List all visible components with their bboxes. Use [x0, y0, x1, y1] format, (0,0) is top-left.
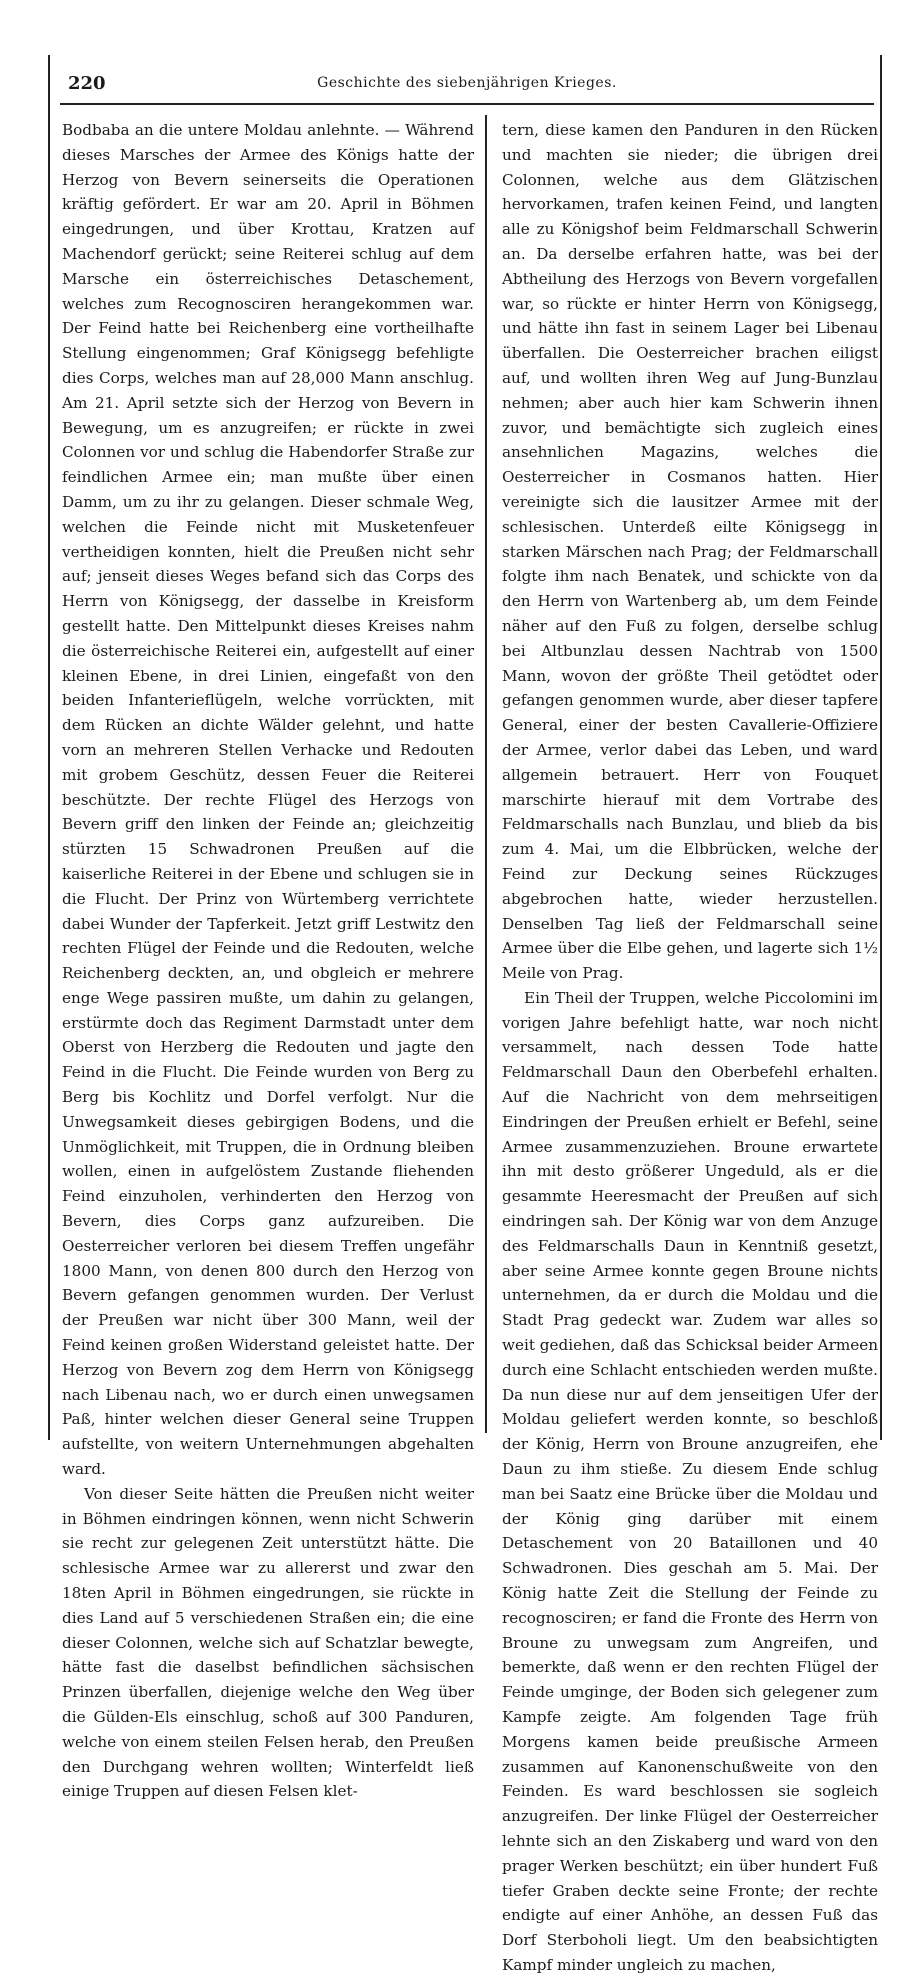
page-header — [60, 73, 874, 105]
right-paragraph-2: Ein Theil der Truppen, welche Piccolomini im vorigen Jahre befehligt hatte, war noch nicht versammelt, nach dessen Tode hatte Feldmarschall Daun den Oberbefehl erhalten. Auf die Nachricht von dem mehrseitigen Eindringen der Preußen erhielt er Befehl, seine Armee zusammenzuziehen. Broune erwartete ihn mit desto größerer Ungeduld, als er die gesammte Heeresmacht der Preußen auf sich eindringen sah. Der König war von dem Anzuge des Feldmarschalls Daun in Kenntniß gesetzt, aber seine Armee konnte gegen Broune nichts unternehmen, da er durch die Moldau und die Stadt Prag gedeckt war. Zudem war alles so weit gediehen, daß das Schicksal beider Armeen durch eine Schlacht entschieden werden mußte. Da nun diese nur auf dem jenseitigen Ufer der Moldau geliefert werden konnte, so beschloß der König, Herrn von Broune anzugreifen, ehe Daun zu ihm stieße. Zu diesem Ende schlug man bei Saatz eine Brücke über die Moldau und der König ging darüber mit einem Detaschement von 20 Bataillonen und 40 Schwadronen. Dies geschah am 5. Mai. Der König hatte Zeit die Stellung der Feinde zu recognosciren; er fand die Fronte des Herrn von Broune zu unwegsam zum Angreifen, und bemerkte, daß wenn er den rechten Flügel der Feinde umginge, der Boden sich gelegener zum Kampfe zeigte. Am folgenden Tage früh Morgens kamen beide preußische Armeen zusammen auf Kanonenschußweite von den Feinden. Es ward beschlossen sie sogleich anzugreifen. Der linke Flügel der Oesterreicher lehnte sich an den Ziskaberg und ward von den prager Werken beschützt; ein über hundert Fuß tiefer Graben deckte seine Fronte; der rechte endigte auf einer Anhöhe, an dessen Fuß das Dorf Sterboholi liegt. Um den beabsichtigten Kampf minder ungleich zu machen, — [502, 988, 878, 1974]
page-number: 220 — [68, 73, 106, 94]
right-paragraph-1: tern, diese kamen den Panduren in den Rücken und machten sie nieder; die übrigen drei Colonnen, welche aus dem Glätzischen hervorkamen, trafen keinen Feind, und langten alle zu Königshof beim Feldmarschall Schwerin an. Da derselbe erfahren hatte, was bei der Abtheilung des Herzogs von Bevern vorgefallen war, so rückte er hinter Herrn von Königsegg, und hätte ihn fast in seinem Lager bei Libenau überfallen. Die Oesterreicher brachen eiligst auf, und wollten ihren Weg auf Jung-Bunzlau nehmen; aber auch hier kam Schwerin ihnen zuvor, und bemächtigte sich zugleich eines ansehnlichen Magazins, welches die Oesterreicher in Cosmanos hatten. Hier vereinigte sich die lausitzer Armee mit der schlesischen. Unterdeß eilte Königsegg in starken Märschen nach Prag; der Feldmarschall folgte ihm nach Benatek, und schickte von da den Herrn von Wartenberg ab, um dem Feinde näher auf den Fuß zu folgen, derselbe schlug bei Altbunzlau dessen Nachtrab von 1500 Mann, wovon der größte Theil getödtet oder gefangen genommen wurde, aber dieser tapfere General, einer der besten Cavallerie-Offiziere der Armee, verlor dabei das Leben, und ward allgemein betrauert. Herr von Fouquet marschirte hierauf mit dem Vortrabe des Feldmarschalls nach Bunzlau, und blieb da bis zum 4. Mai, um die Elbbrücken, welche der Feind zur Deckung seines Rückzuges abgebrochen hatte, wieder herzustellen. Denselben Tag ließ der Feldmarschall seine Armee über die Elbe gehen, und lagerte sich 1½ Meile von Prag. — [502, 121, 878, 983]
book-page — [48, 55, 882, 1974]
left-column — [62, 118, 474, 1804]
right-column — [502, 118, 878, 1978]
left-paragraph-2: Von dieser Seite hätten die Preußen nicht weiter in Böhmen eindringen können, wenn nicht Schwerin sie recht zur gelegenen Zeit unterstützt hätte. Die schlesische Armee war zu allererst und zwar den 18ten April in Böhmen eingedrungen, sie rückte in dies Land auf 5 verschiedenen Straßen ein; die eine dieser Colonnen, welche sich auf Schatzlar bewegte, hätte fast die daselbst befindlichen sächsischen Prinzen überfallen, diejenige welche den Weg über die Gülden-Els einschlug, schoß auf 300 Panduren, welche von einem steilen Felsen herab, den Preußen den Durchgang wehren wollten; Winterfeldt ließ einige Truppen auf diesen Felsen klet- — [62, 1484, 474, 1801]
running-title: Geschichte des siebenjährigen Krieges. — [317, 75, 617, 91]
column-divider — [485, 115, 487, 1433]
left-paragraph-1: Bodbaba an die untere Moldau anlehnte. — Während dieses Marsches der Armee des Königs hatte der Herzog von Bevern seinerseits die Operationen kräftig gefördert. Er war am 20. April in Böhmen eingedrungen, und über Krottau, Kratzen auf Machendorf gerückt; seine Reiterei schlug auf dem Marsche ein österreichisches Detaschement, welches zum Recognosciren herangekommen war. Der Feind hatte bei Reichenberg eine vortheilhafte Stellung eingenommen; Graf Königsegg befehligte dies Corps, welches man auf 28,000 Mann anschlug. Am 21. April setzte sich der Herzog von Bevern in Bewegung, um es anzugreifen; er rückte in zwei Colonnen vor und schlug die Habendorfer Straße zur feindlichen Armee ein; man mußte über einen Damm, um zu ihr zu gelangen. Dieser schmale Weg, welchen die Feinde nicht mit Musketenfeuer vertheidigen konnten, hielt die Preußen nicht sehr auf; jenseit dieses Weges befand sich das Corps des Herrn von Königsegg, der dasselbe in Kreisform gestellt hatte. Den Mittelpunkt dieses Kreises nahm die österreichische Reiterei ein, aufgestellt auf einer kleinen Ebene, in drei Linien, eingefaßt von den beiden Infanterieflügeln, welche vorrückten, mit dem Rücken an dichte Wälder gelehnt, und hatte vorn an mehreren Stellen Verhacke und Redouten mit grobem Geschütz, dessen Feuer die Reiterei beschützte. Der rechte Flügel des Herzogs von Bevern griff den linken der Feinde an; gleichzeitig stürzten 15 Schwadronen Preußen auf die kaiserliche Reiterei in der Ebene und schlugen sie in die Flucht. Der Prinz von Würtemberg verrichtete dabei Wunder der Tapferkeit. Jetzt griff Lestwitz den rechten Flügel der Feinde und die Redouten, welche Reichenberg deckten, an, und obgleich er mehrere enge Wege passiren mußte, um dahin zu gelangen, erstürmte doch das Regiment Darmstadt unter dem Oberst von Herzberg die Redouten und jagte den Feind in die Flucht. Die Feinde wurden von Berg zu Berg bis Kochlitz und Dorfel verfolgt. Nur die Unwegsamkeit dieses gebirgigen Bodens, und die Unmöglichkeit, mit Truppen, die in Ordnung bleiben wollen, einen in aufgelöstem Zustande fliehenden Feind einzuholen, verhinderten den Herzog von Bevern, dies Corps ganz aufzureiben. Die Oesterreicher verloren bei diesem Treffen ungefähr 1800 Mann, von denen 800 durch den Herzog von Bevern gefangen genommen wurden. Der Verlust der Preußen war nicht über 300 Mann, weil der Feind keinen großen Widerstand geleistet hatte. Der Herzog von Bevern zog dem Herrn von Königsegg nach Libenau nach, wo er durch einen unwegsamen Paß, hinter welchen dieser General seine Truppen aufstellte, von weitern Unternehmungen abgehalten ward. — [62, 121, 474, 1479]
